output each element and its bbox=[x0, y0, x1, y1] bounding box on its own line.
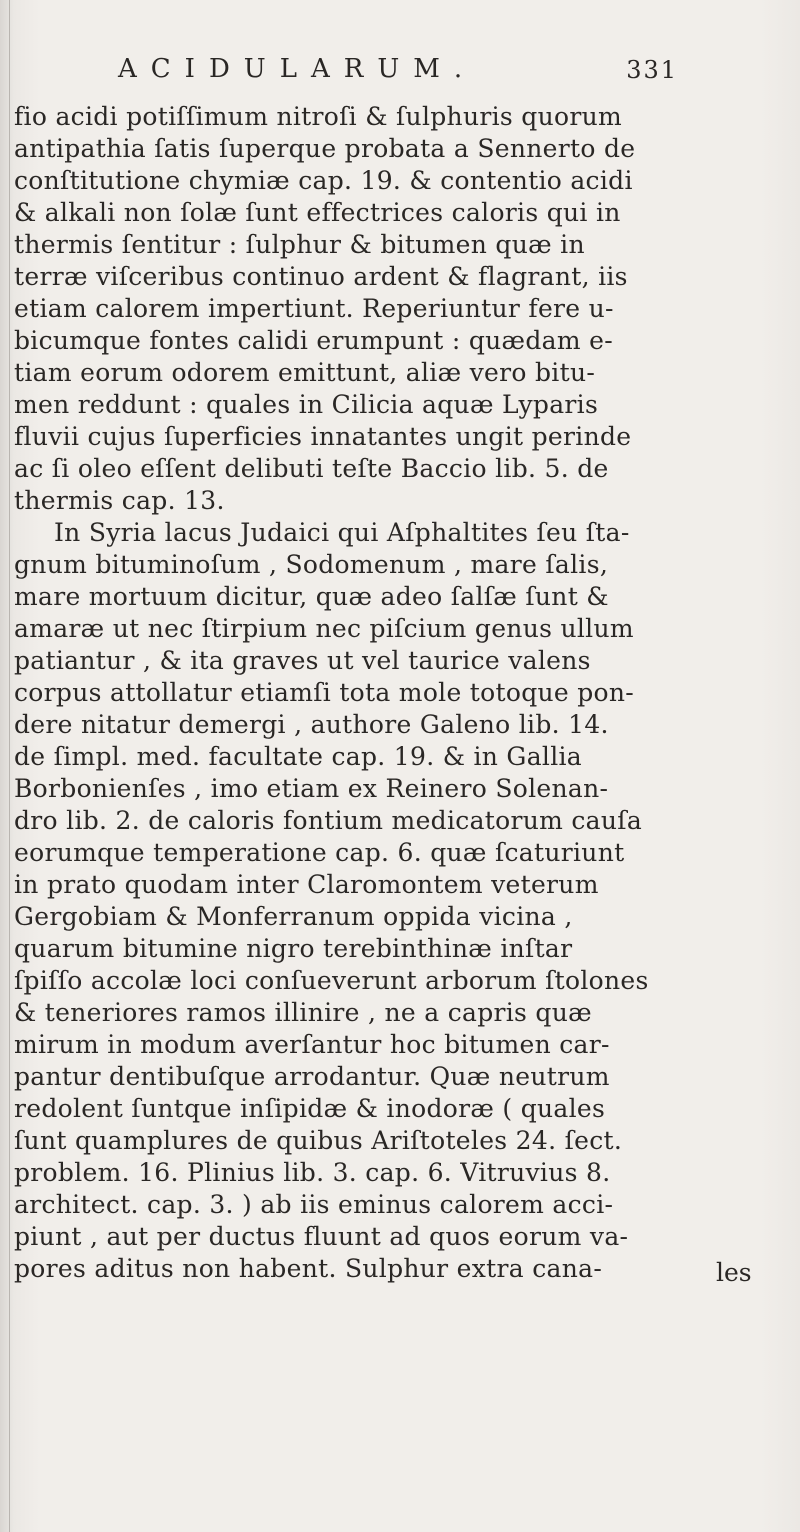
text-line: quarum bitumine nigro terebinthinæ inſtar bbox=[14, 934, 573, 963]
text-line: Gergobiam & Monferranum oppida vicina , bbox=[14, 902, 573, 931]
text-line: in prato quodam inter Claromontem veterum bbox=[14, 870, 599, 899]
text-line: etiam calorem impertiunt. Reperiuntur fere u- bbox=[14, 294, 614, 323]
text-line: ſunt quamplures de quibus Ariſtoteles 24. ſect. bbox=[14, 1126, 623, 1155]
text-line: redolent ſuntque inſipidæ & inodoræ ( quales bbox=[14, 1094, 606, 1123]
text-line: Borbonienſes , imo etiam ex Reinero Solenan- bbox=[14, 774, 609, 803]
text-line: antipathia ſatis ſuperque probata a Sennerto de bbox=[14, 134, 636, 163]
text-line: thermis ſentitur : ſulphur & bitumen quæ in bbox=[14, 230, 585, 259]
running-title: ACIDULARUM. bbox=[118, 54, 477, 84]
text-line: terræ viſceribus continuo ardent & flagrant, iis bbox=[14, 262, 628, 291]
text-line: bicumque fontes calidi erumpunt : quædam e- bbox=[14, 326, 613, 355]
text-line: eorumque temperatione cap. 6. quæ ſcaturiunt bbox=[14, 838, 625, 867]
text-line: & teneriores ramos illinire , ne a capris quæ bbox=[14, 998, 592, 1027]
text-line: ſpiſſo accolæ loci conſueverunt arborum ſtolones bbox=[14, 966, 649, 995]
running-head bbox=[118, 54, 678, 94]
text-line: architect. cap. 3. ) ab iis eminus calorem acci- bbox=[14, 1190, 614, 1219]
text-line: piunt , aut per ductus fluunt ad quos eorum va- bbox=[14, 1222, 629, 1251]
text-line: pantur dentibuſque arrodantur. Quæ neutrum bbox=[14, 1062, 610, 1091]
text-line: dro lib. 2. de caloris fontium medicatorum cauſa bbox=[14, 806, 643, 835]
text-line: patiantur , & ita graves ut vel taurice valens bbox=[14, 646, 591, 675]
text-line: thermis cap. 13. bbox=[14, 486, 225, 515]
text-line: & alkali non ſolæ ſunt effectrices caloris qui in bbox=[14, 198, 621, 227]
text-line: fluvii cujus ſuperficies innatantes ungit perinde bbox=[14, 422, 632, 451]
text-line: In Syria lacus Judaici qui Aſphaltites ſeu ſta- bbox=[54, 518, 630, 547]
text-line: fio acidi potiſſimum nitroſi & ſulphuris quorum bbox=[14, 102, 622, 131]
text-line: conſtitutione chymiæ cap. 19. & contentio acidi bbox=[14, 166, 633, 195]
page-number: 331 bbox=[626, 56, 678, 84]
text-line: problem. 16. Plinius lib. 3. cap. 6. Vitruvius 8. bbox=[14, 1158, 611, 1187]
text-line: tiam eorum odorem emittunt, aliæ vero bitu- bbox=[14, 358, 596, 387]
text-line: men reddunt : quales in Cilicia aquæ Lyparis bbox=[14, 390, 599, 419]
text-line: gnum bituminoſum , Sodomenum , mare ſalis, bbox=[14, 550, 609, 579]
catchword: les bbox=[716, 1258, 752, 1287]
text-line: dere nitatur demergi , authore Galeno lib. 14. bbox=[14, 710, 609, 739]
text-line: corpus attollatur etiamſi tota mole totoque pon- bbox=[14, 678, 635, 707]
text-line: pores aditus non habent. Sulphur extra cana- bbox=[14, 1254, 603, 1283]
text-line: mare mortuum dicitur, quæ adeo ſalſæ ſunt & bbox=[14, 582, 609, 611]
text-line: de ſimpl. med. facultate cap. 19. & in Gallia bbox=[14, 742, 583, 771]
text-line: mirum in modum averſantur hoc bitumen car- bbox=[14, 1030, 610, 1059]
text-line: ac ſi oleo eſſent delibuti teſte Baccio lib. 5. de bbox=[14, 454, 609, 483]
text-line: amaræ ut nec ſtirpium nec piſcium genus ullum bbox=[14, 614, 634, 643]
gutter-shadow bbox=[9, 0, 10, 1532]
